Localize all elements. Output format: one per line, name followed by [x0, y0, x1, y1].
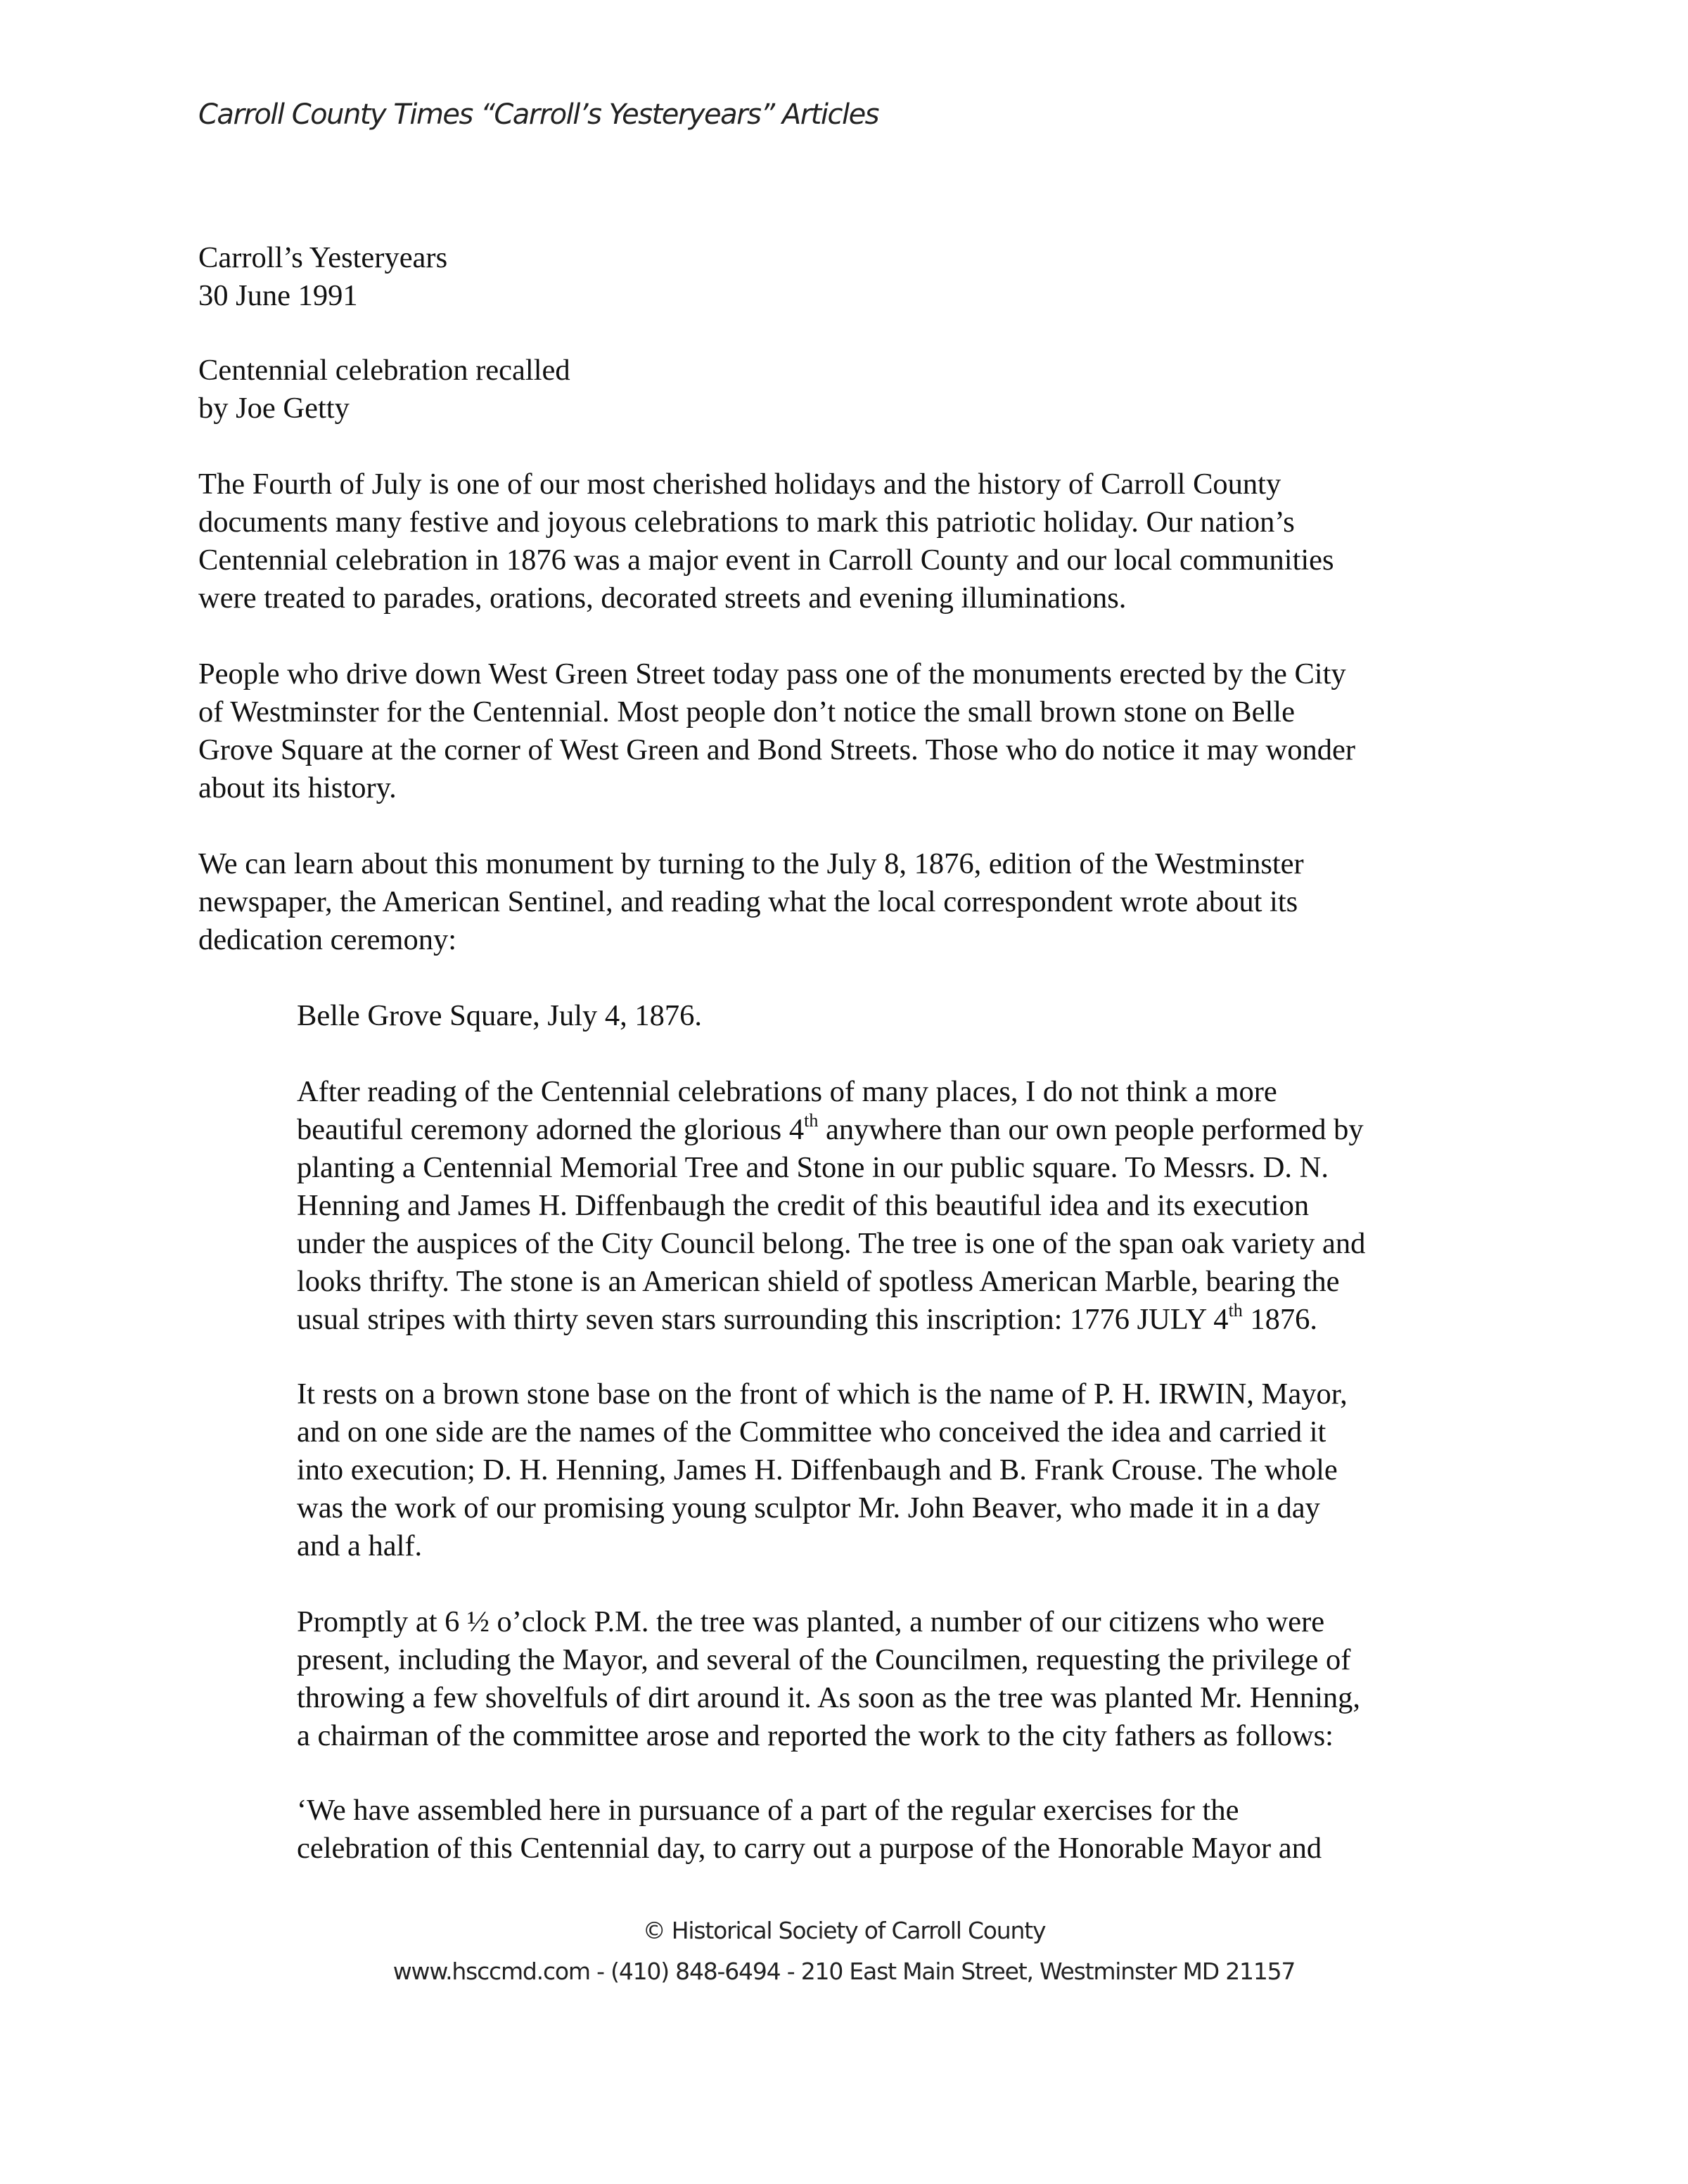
- text-line: ‘We have assembled here in pursuance of a part of the regular exercises for the: [297, 1794, 1239, 1827]
- text-line: The Fourth of July is one of our most cherished holidays and the history of Carroll County: [198, 468, 1281, 501]
- text-line: dedication ceremony:: [198, 923, 456, 956]
- text-line: [297, 1301, 1365, 1339]
- text-line: Grove Square at the corner of West Green and Bond Streets. Those who do notice it may wonder: [198, 733, 1355, 766]
- body-paragraph: [198, 655, 1355, 807]
- body-paragraph: [198, 465, 1334, 617]
- quote-paragraph: [297, 997, 702, 1035]
- text-line: and on one side are the names of the Committee who conceived the idea and carried it: [297, 1415, 1326, 1448]
- text-line: People who drive down West Green Street today pass one of the monuments erected by the City: [198, 657, 1346, 690]
- text-line: Promptly at 6 ½ o’clock P.M. the tree was planted, a number of our citizens who were: [297, 1605, 1325, 1638]
- footer-copyright: © Historical Society of Carroll County: [642, 1917, 1046, 1944]
- text-line: about its history.: [198, 771, 397, 804]
- quote-paragraph: [297, 1375, 1348, 1565]
- text-line: of Westminster for the Centennial. Most people don’t notice the small brown stone on Belle: [198, 695, 1295, 728]
- text-line: Centennial celebration in 1876 was a major event in Carroll County and our local communities: [198, 544, 1334, 577]
- series-name: Carroll’s Yesteryears: [198, 241, 448, 274]
- byline: by Joe Getty: [198, 392, 350, 425]
- text-line: Belle Grove Square, July 4, 1876.: [297, 999, 703, 1032]
- footer-contact: www.hsccmd.com - (410) 848-6494 - 210 East Main Street, Westminster MD 21157: [392, 1958, 1296, 1985]
- headline: Centennial celebration recalled: [198, 354, 570, 387]
- text-line: a chairman of the committee arose and reported the work to the city fathers as follows:: [297, 1719, 1334, 1752]
- text-segment: beautiful ceremony adorned the glorious 4: [297, 1113, 805, 1146]
- superscript: th: [804, 1110, 819, 1131]
- text-line: was the work of our promising young sculptor Mr. John Beaver, who made it in a day: [297, 1491, 1320, 1524]
- body-paragraph: [198, 845, 1304, 959]
- text-segment: 1876.: [1242, 1303, 1318, 1336]
- text-line: and a half.: [297, 1529, 423, 1562]
- text-line: throwing a few shovelfuls of dirt around it. As soon as the tree was planted Mr. Henning,: [297, 1681, 1361, 1714]
- text-segment: usual stripes with thirty seven stars surrounding this inscription: 1776 JULY 4: [297, 1303, 1229, 1336]
- document-header: Carroll County Times “Carroll’s Yesteryears” Articles: [198, 98, 879, 131]
- superscript: th: [1228, 1300, 1243, 1321]
- text-line: celebration of this Centennial day, to carry out a purpose of the Honorable Mayor and: [297, 1832, 1322, 1865]
- text-line: planting a Centennial Memorial Tree and Stone in our public square. To Messrs. D. N.: [297, 1151, 1329, 1184]
- article-meta: [198, 239, 447, 315]
- text-line: newspaper, the American Sentinel, and reading what the local correspondent wrote about its: [198, 885, 1298, 918]
- text-segment: anywhere than our own people performed by: [818, 1113, 1364, 1146]
- text-line: Henning and James H. Diffenbaugh the credit of this beautiful idea and its execution: [297, 1189, 1310, 1222]
- text-line: It rests on a brown stone base on the front of which is the name of P. H. IRWIN, Mayor,: [297, 1377, 1348, 1411]
- quote-paragraph: [297, 1792, 1322, 1868]
- text-line: After reading of the Centennial celebrations of many places, I do not think a more: [297, 1075, 1277, 1108]
- article-heading: [198, 352, 570, 428]
- text-line: under the auspices of the City Council belong. The tree is one of the span oak variety and: [297, 1227, 1366, 1260]
- text-line: looks thrifty. The stone is an American shield of spotless American Marble, bearing the: [297, 1265, 1340, 1298]
- text-line: [297, 1111, 1365, 1149]
- text-line: documents many festive and joyous celebrations to mark this patriotic holiday. Our nation’s: [198, 506, 1295, 539]
- quote-paragraph: [297, 1603, 1360, 1755]
- text-line: present, including the Mayor, and several of the Councilmen, requesting the privilege of: [297, 1643, 1351, 1676]
- text-line: We can learn about this monument by turning to the July 8, 1876, edition of the Westminster: [198, 847, 1304, 880]
- text-line: were treated to parades, orations, decorated streets and evening illuminations.: [198, 582, 1127, 615]
- publication-date: 30 June 1991: [198, 279, 358, 312]
- text-line: into execution; D. H. Henning, James H. Diffenbaugh and B. Frank Crouse. The whole: [297, 1453, 1338, 1486]
- quote-paragraph: [297, 1073, 1365, 1339]
